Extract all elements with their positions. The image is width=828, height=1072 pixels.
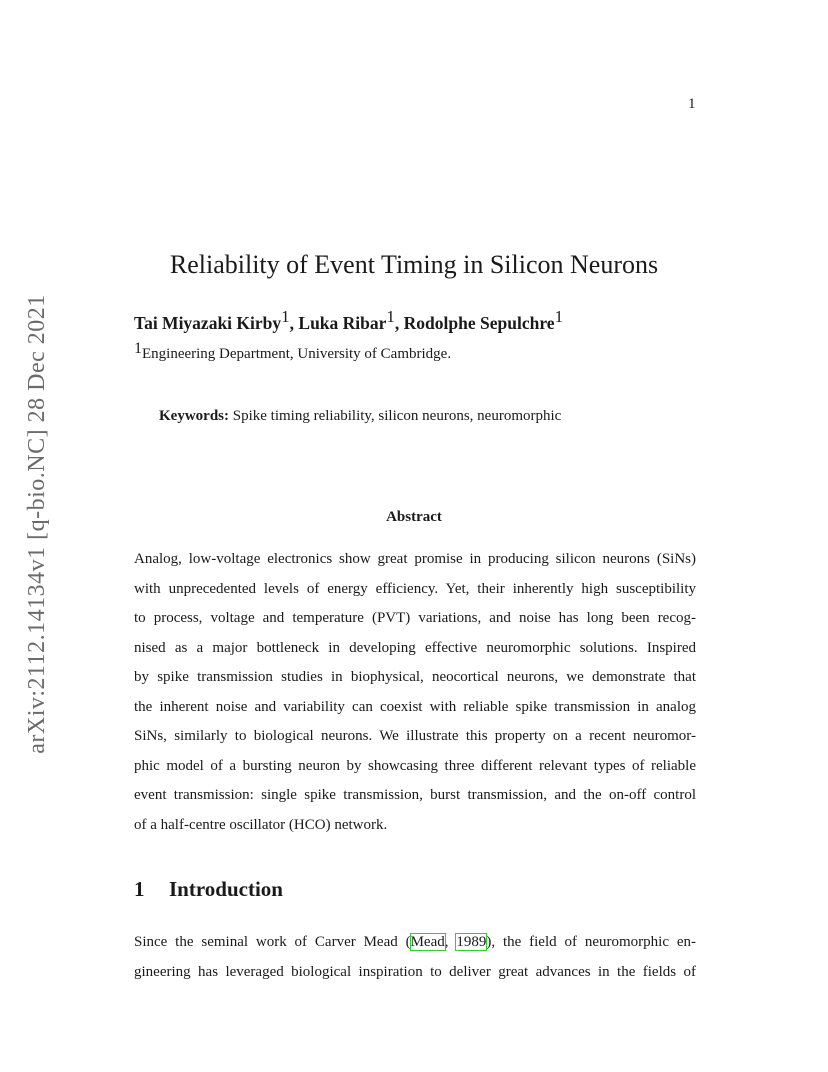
- paper-title: Reliability of Event Timing in Silicon Neurons: [169, 250, 659, 279]
- author-list: [134, 307, 564, 334]
- abstract-heading: Abstract: [386, 509, 442, 525]
- intro-text: Since the seminal work of Carver Mead (: [134, 934, 411, 950]
- affiliation: [134, 340, 452, 363]
- abstract-line: nised as a major bottleneck in developing effective neuromorphic solutions. Inspired: [134, 639, 696, 656]
- abstract-line: by spike transmission studies in biophysical, neocortical neurons, we demonstrate that: [134, 669, 696, 685]
- intro-line: gineering has leveraged biological inspiration to deliver great advances in the fields of: [134, 963, 696, 980]
- section-number: 1: [134, 877, 145, 901]
- author-affiliation-mark[interactable]: 1: [281, 307, 290, 326]
- intro-text: ), the field of neuromorphic en-: [486, 934, 696, 950]
- abstract-line: with unprecedented levels of energy efficiency. Yet, their inherently high susceptibility: [134, 580, 696, 597]
- affiliation-text: Engineering Department, University of Cambridge.: [142, 346, 452, 362]
- abstract-line: phic model of a bursting neuron by showcasing three different relevant types of reliable: [134, 757, 696, 774]
- abstract-line: event transmission: single spike transmission, burst transmission, and the on-off control: [134, 787, 696, 803]
- author-affiliation-mark[interactable]: 1: [386, 307, 395, 326]
- section-heading-introduction: [134, 877, 283, 902]
- intro-line: [134, 928, 696, 958]
- abstract-line: the inherent noise and variability can coexist with reliable spike transmission in analog: [134, 698, 696, 715]
- author-name: Luka Ribar: [298, 313, 387, 333]
- citation-separator: ,: [444, 934, 457, 950]
- section-title: Introduction: [169, 877, 283, 901]
- author-separator: ,: [394, 313, 404, 333]
- affiliation-mark: 1: [134, 340, 142, 357]
- keywords-label: Keywords:: [159, 408, 229, 424]
- keywords: [159, 408, 561, 425]
- citation-link-author[interactable]: Mead: [410, 934, 445, 950]
- abstract-body: [134, 545, 696, 840]
- author-name: Tai Miyazaki Kirby: [134, 313, 282, 333]
- citation-link-year[interactable]: 1989: [456, 934, 487, 950]
- page-number: 1: [688, 96, 696, 112]
- abstract-line: of a half-centre oscillator (HCO) network.: [134, 816, 388, 833]
- abstract-line: to process, voltage and temperature (PVT) variations, and noise has long been recog-: [134, 610, 696, 626]
- keywords-text: Spike timing reliability, silicon neurons, neuromorphic: [232, 408, 562, 424]
- abstract-line: SiNs, similarly to biological neurons. We illustrate this property on a recent neuromor-: [134, 728, 696, 744]
- author-affiliation-mark[interactable]: 1: [554, 307, 564, 326]
- introduction-body: [134, 928, 696, 987]
- author-separator: ,: [289, 313, 299, 333]
- arxiv-identifier-stamp[interactable]: arXiv:2112.14134v1 [q-bio.NC] 28 Dec 2021: [24, 294, 50, 754]
- abstract-line: Analog, low-voltage electronics show great promise in producing silicon neurons (SiNs): [134, 551, 696, 567]
- author-name: Rodolphe Sepulchre: [403, 313, 555, 333]
